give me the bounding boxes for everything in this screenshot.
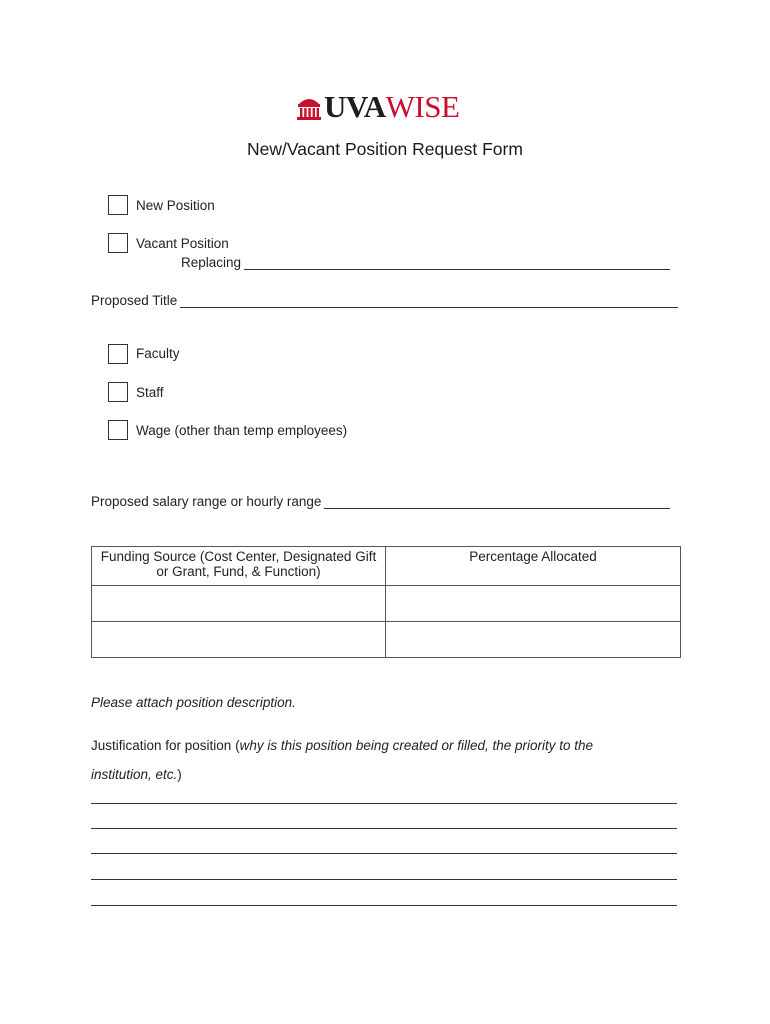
- replacing-line[interactable]: [244, 255, 670, 270]
- wage-checkbox[interactable]: [108, 420, 128, 440]
- salary-field[interactable]: [91, 494, 670, 509]
- uva-wise-logo: [297, 89, 460, 124]
- justification-line-3[interactable]: [91, 853, 677, 854]
- staff-label: Staff: [136, 385, 164, 400]
- faculty-checkbox[interactable]: [108, 344, 128, 364]
- funding-table: [91, 546, 681, 658]
- replacing-label: Replacing: [181, 255, 242, 270]
- staff-checkbox[interactable]: [108, 382, 128, 402]
- replacing-field[interactable]: [181, 255, 670, 270]
- logo-wise-text: WISE: [385, 89, 460, 124]
- proposed-title-field[interactable]: [91, 293, 678, 308]
- justification-close: ): [177, 767, 182, 782]
- percentage-cell[interactable]: [386, 586, 681, 622]
- new-position-label: New Position: [136, 198, 215, 213]
- attach-note: Please attach position description.: [91, 695, 296, 710]
- salary-label: Proposed salary range or hourly range: [91, 494, 322, 509]
- table-row: [92, 622, 681, 658]
- percentage-header: Percentage Allocated: [386, 547, 681, 586]
- proposed-title-line[interactable]: [180, 293, 678, 308]
- funding-source-cell[interactable]: [92, 586, 386, 622]
- justification-line-2[interactable]: [91, 828, 677, 829]
- funding-source-cell[interactable]: [92, 622, 386, 658]
- percentage-cell[interactable]: [386, 622, 681, 658]
- justification-line-5[interactable]: [91, 905, 677, 906]
- funding-source-header: Funding Source (Cost Center, Designated Gift or Grant, Fund, & Function): [92, 547, 386, 586]
- justification-prompt: [91, 731, 631, 789]
- vacant-position-checkbox[interactable]: [108, 233, 128, 253]
- funding-table-header-row: [92, 547, 681, 586]
- rotunda-icon: [297, 93, 321, 121]
- form-title: New/Vacant Position Request Form: [247, 139, 523, 159]
- table-row: [92, 586, 681, 622]
- justification-line-1[interactable]: [91, 803, 677, 804]
- new-position-checkbox[interactable]: [108, 195, 128, 215]
- justification-label: Justification for position (: [91, 738, 240, 753]
- justification-line-4[interactable]: [91, 879, 677, 880]
- vacant-position-label: Vacant Position: [136, 236, 229, 251]
- justification-italic: why is this position being created or filled, the priority to the institution, etc.: [91, 738, 594, 782]
- logo-uva-text: UVA: [324, 89, 386, 124]
- salary-line[interactable]: [324, 494, 670, 509]
- wage-label: Wage (other than temp employees): [136, 423, 348, 438]
- proposed-title-label: Proposed Title: [91, 293, 178, 308]
- faculty-label: Faculty: [136, 346, 180, 361]
